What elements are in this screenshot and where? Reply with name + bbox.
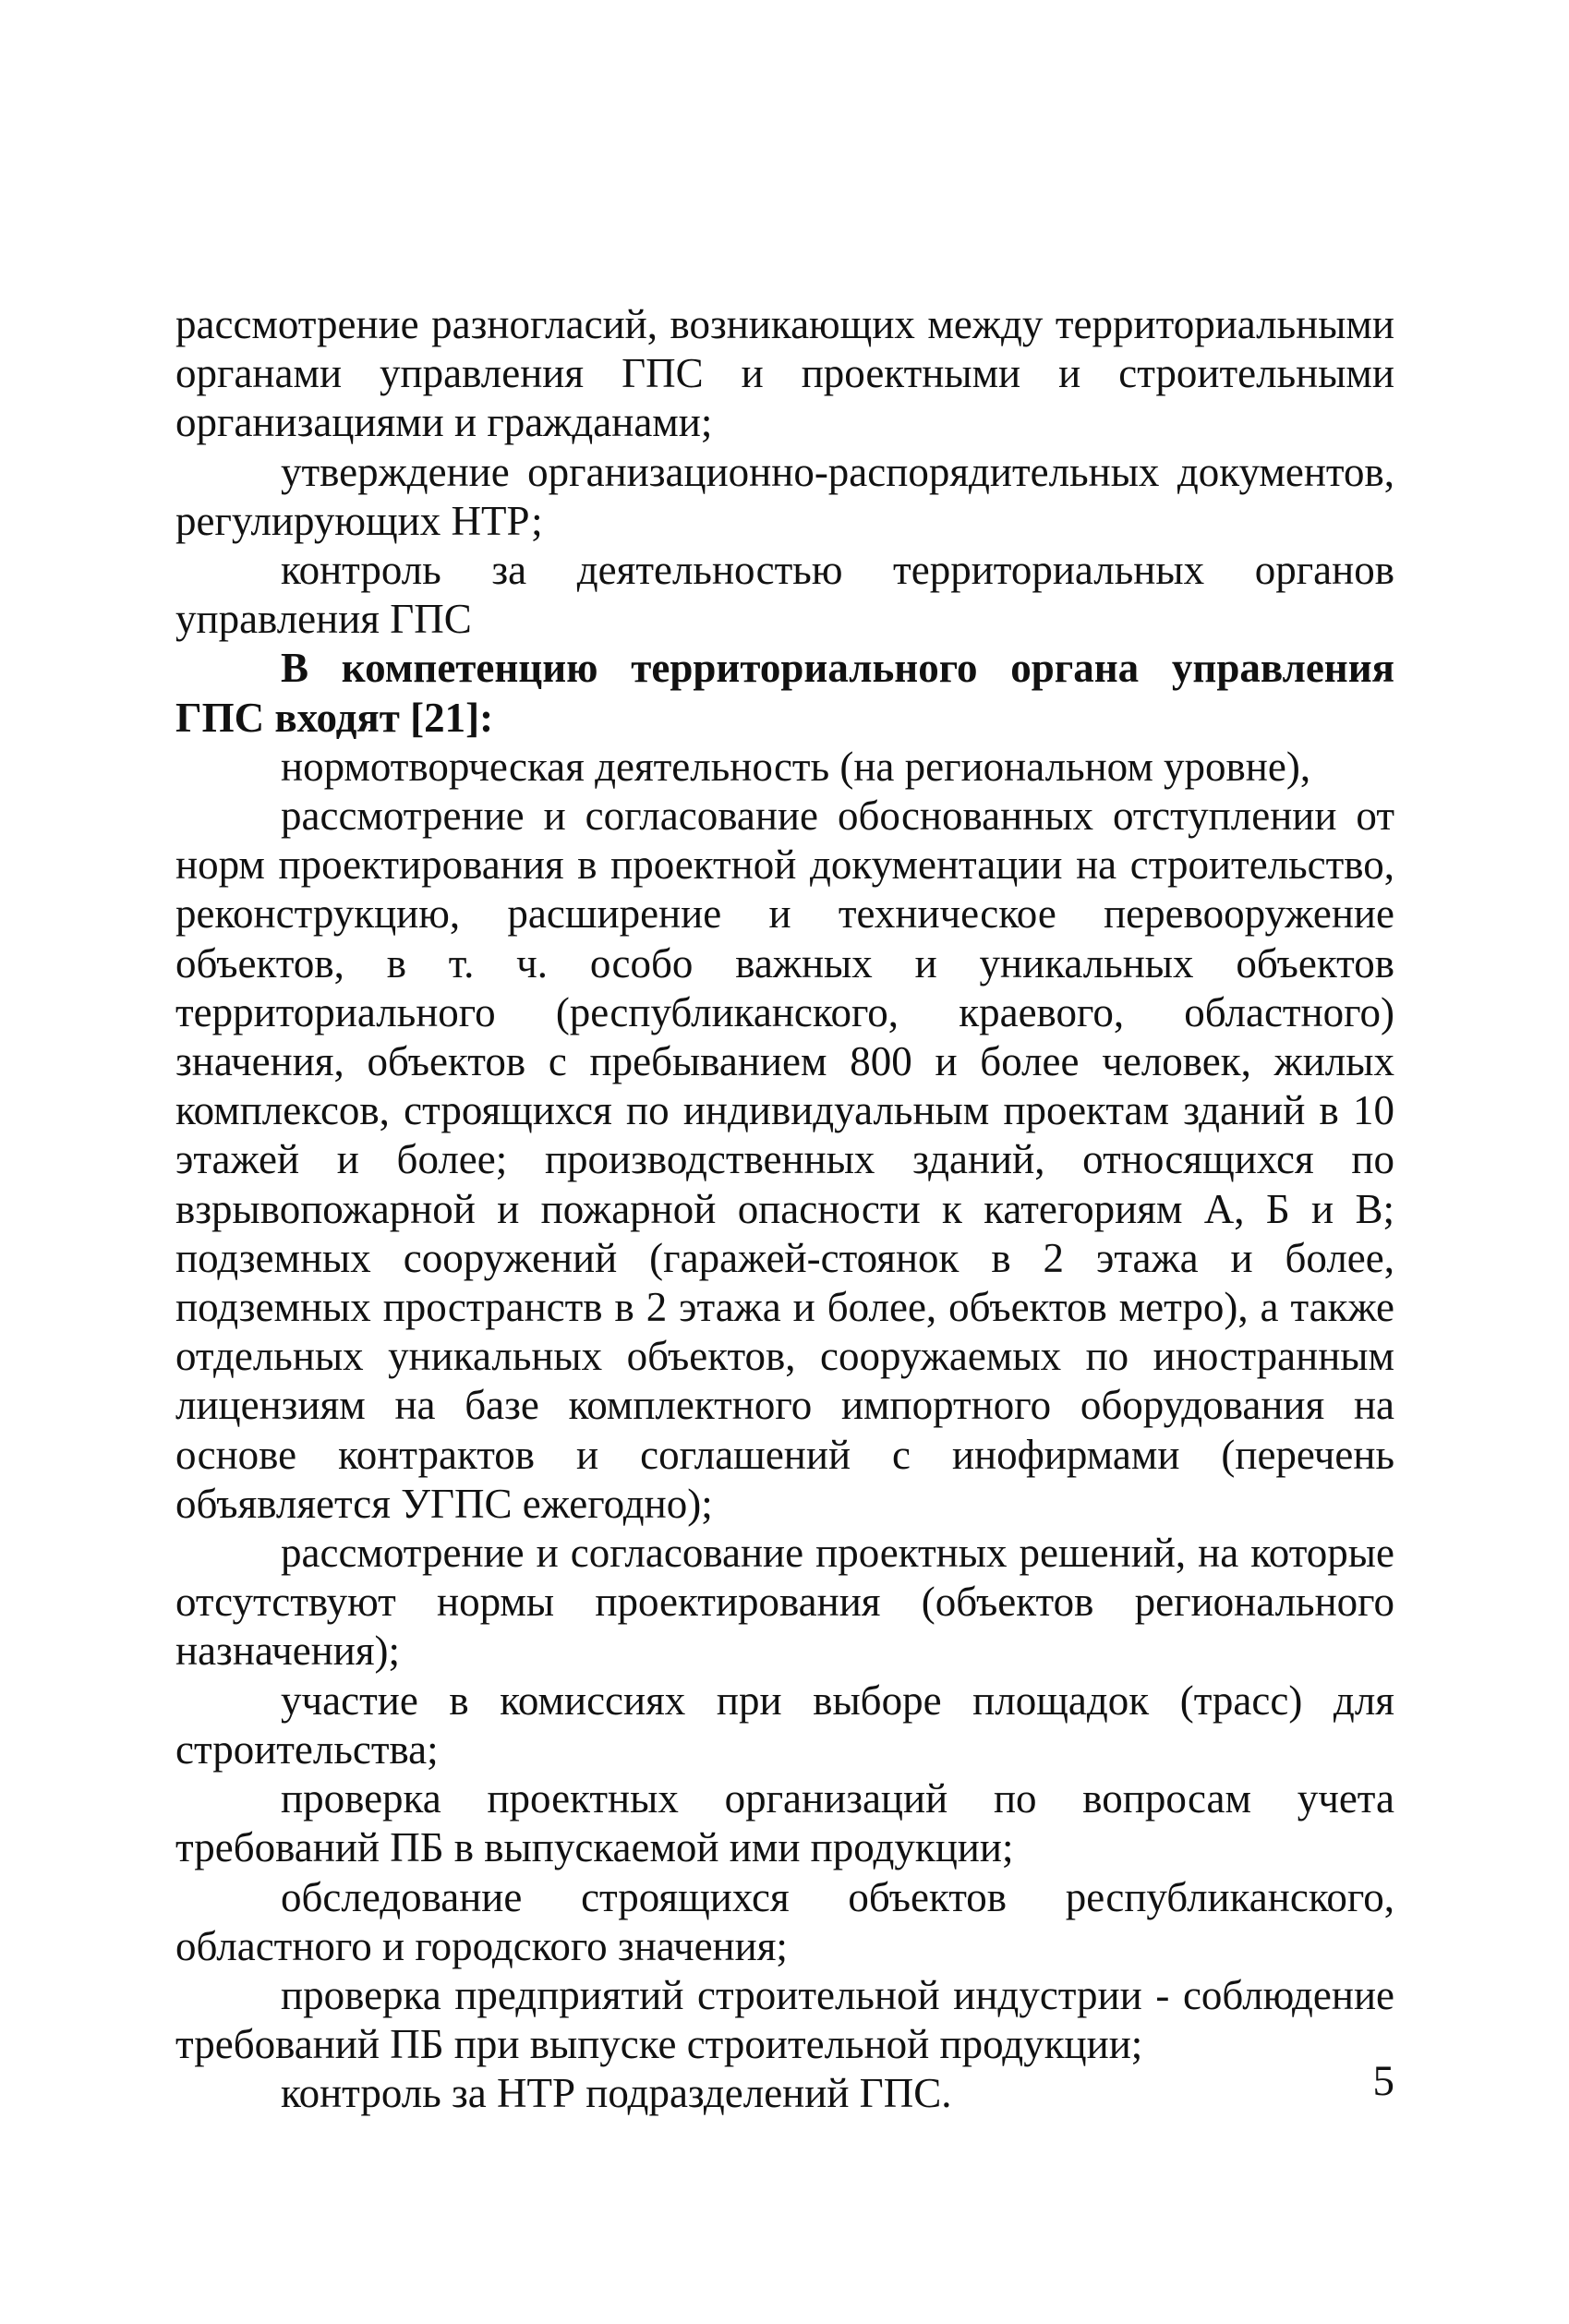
paragraph-7: рассмотрение и согласование проектных решений, на которые отсутствуют нормы проектирования (объектов регионального назначения); (175, 1530, 1394, 1675)
paragraph-8: участие в комиссиях при выборе площадок (трасс) для строительства; (175, 1676, 1394, 1773)
page-number: 5 (1372, 2057, 1394, 2105)
paragraph-6: рассмотрение и согласование обоснованных отступлении от норм проектирования в проектной документации на строительство, реконструкцию, расширение и техническое перевооружение объектов, в т. ч. особо важных и уникальных объектов территориального (республиканского, краевого, областного) значения, объектов с пребыванием 800 и более человек, жилых комплексов, строящихся по индивидуальным проектам зданий в 10 этажей и более; производственных зданий, относящихся по взрывопожарной и пожарной опасности к категориям А, Б и В; подземных сооружений (гаражей-стоянок в 2 этажа и более, подземных пространств в 2 этажа и более, объектов метро), а также отдельных уникальных объектов, сооружаемых по иностранным лицензиям на базе комплектного импортного оборудования на основе контрактов и соглашений с инофирмами (перечень объявляется УГПС ежегодно); (175, 793, 1394, 1527)
paragraph-12: контроль за НТР подразделений ГПС. (281, 2070, 952, 2117)
body-text (175, 300, 1394, 2119)
paragraph-10: обследование строящихся объектов республиканского, областного и городского значения; (175, 1873, 1394, 1969)
section-heading: В компетенцию территориального органа управления ГПС входят [21]: (175, 645, 1394, 741)
paragraph-11: проверка предприятий строительной индустрии - соблюдение требований ПБ при выпуске строительной продукции; (175, 1971, 1394, 2068)
paragraph-1: рассмотрение разногласий, возникающих между территориальными органами управления ГПС и проектными и строительными организациями и гражданами; (175, 301, 1394, 446)
paragraph-5: нормотворческая деятельность (на региональном уровне), (281, 743, 1311, 790)
paragraph-9: проверка проектных организаций по вопросам учета требований ПБ в выпускаемой ими продукции; (175, 1775, 1394, 1871)
paragraph-3: контроль за деятельностью территориальных органов управления ГПС (175, 547, 1394, 643)
paragraph-2: утверждение организационно-распорядительных документов, регулирующих НТР; (175, 448, 1394, 544)
